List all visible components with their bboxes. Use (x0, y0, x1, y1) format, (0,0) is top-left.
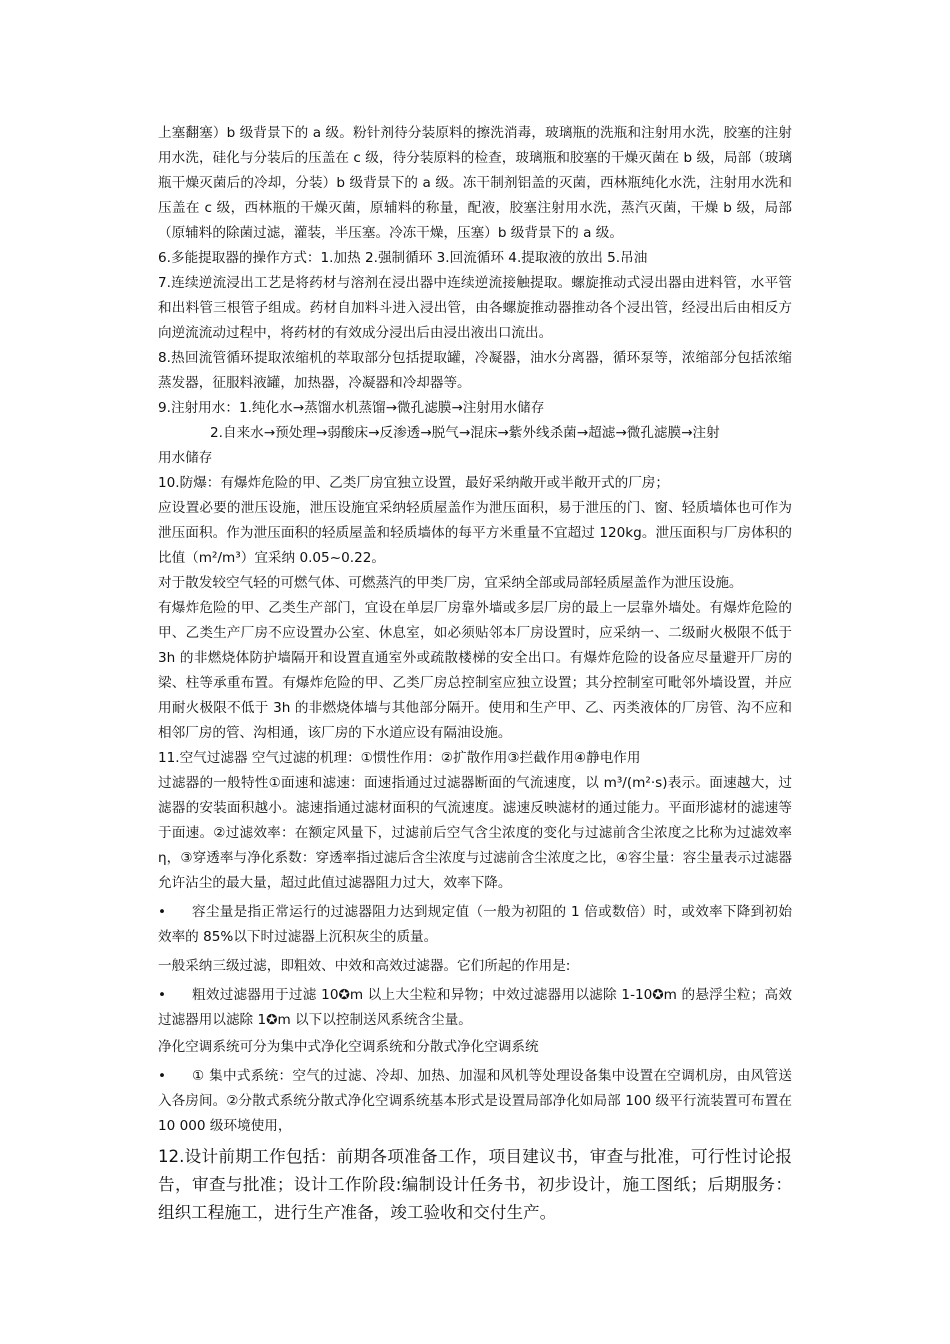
paragraph-light-gas: 对于散发较空气轻的可燃气体、可燃蒸汽的甲类厂房，宜采纳全部或局部轻质屋盖作为泄压设施。 (158, 575, 743, 591)
paragraph-water-process-2-cont: 用水储存 (158, 450, 213, 466)
paragraph-extractor-operation: 6.多能提取器的操作方式：1.加热 2.强制循环 3.回流循环 4.提取液的放出 5.吊油 (158, 250, 648, 266)
paragraph-pressure-relief: 应设置必要的泄压设施，泄压设施宜采纳轻质屋盖作为泄压面积，易于泄压的门、窗、轻质墙体也可作为泄压面积。作为泄压面积的轻质屋盖和轻质墙体的每平方米重量不宜超过 120kg。泄压面积与厂房体积的比值（m²/m³）宜采纳 0.05~0.22。 (158, 500, 792, 566)
list-item (158, 1064, 792, 1139)
paragraph-three-stage-filtration: 一般采纳三级过滤，即粗效、中效和高效过滤器。它们所起的作用是: (158, 958, 571, 974)
paragraph-hvac-types: 净化空调系统可分为集中式净化空调系统和分散式净化空调系统 (158, 1039, 539, 1055)
paragraph-water-for-injection: 9.注射用水：1.纯化水→蒸馏水机蒸馏→微孔滤膜→注射用水储存 (158, 400, 545, 416)
paragraph-explosion-proof: 10.防爆：有爆炸危险的甲、乙类厂房宜独立设置，最好采纳敞开或半敞开式的厂房； (158, 475, 669, 491)
paragraph-reflux-extractor: 8.热回流管循环提取浓缩机的萃取部分包括提取罐，冷凝器，油水分离器，循环泵等，浓缩部分包括浓缩蒸发器，征服料液罐，加热器，冷凝器和冷却器等。 (158, 350, 792, 391)
document-page (158, 121, 792, 1227)
list-item (158, 983, 792, 1033)
paragraph-dust-capacity: 容尘量是指正常运行的过滤器阻力达到规定值（一般为初阻的 1 倍或数倍）时，或效率下降到初始效率的 85%以下时过滤器上沉积灰尘的质量。 (158, 904, 792, 945)
paragraph-hazard-layout: 有爆炸危险的甲、乙类生产部门，宜设在单层厂房靠外墙或多层厂房的最上一层靠外墙处。有爆炸危险的甲、乙类生产厂房不应设置办公室、休息室，如必须贴邻本厂房设置时，应采纳一、二级耐火极限不低于 3h 的非燃烧体防护墙隔开和设置直通室外或疏散楼梯的安全出口。有爆炸危险的设备应尽量避开厂房的梁、柱等承重布置。有爆炸危险的甲、乙类厂房总控制室应独立设置；其分控制室可毗邻外墙设置，并应用耐火极限不低于 3h 的非燃烧体墙与其他部分隔开。使用和生产甲、乙、丙类液体的厂房管、沟不应和相邻厂房的管、沟相通，该厂房的下水道应设有隔油设施。 (158, 600, 792, 741)
bullet-marker: • (158, 904, 167, 920)
paragraph-countercurrent-extraction: 7.连续逆流浸出工艺是将药材与溶剂在浸出器中连续逆流接触提取。螺旋推动式浸出器由进料管，水平管和出料管三根管子组成。药材自加料斗进入浸出管，由各螺旋推动器推动各个浸出管，经浸出后由相反方向逆流流动过程中，将药材的有效成分浸出后由浸出液出口流出。 (158, 275, 792, 341)
paragraph-cleanroom-grades: 上塞翻塞）b 级背景下的 a 级。粉针剂待分装原料的擦洗消毒，玻璃瓶的洗瓶和注射用水洗，胶塞的注射用水洗，硅化与分装后的压盖在 c 级，待分装原料的检查，玻璃瓶和胶塞的干燥灭菌在 b 级，局部（玻璃瓶干燥灭菌后的冷却，分装）b 级背景下的 a 级。冻干制剂铝盖的灭菌，西林瓶纯化水洗，注射用水洗和压盖在 c 级，西林瓶的干燥灭菌，原辅料的称量，配液，胶塞注射用水洗，蒸汽灭菌，干燥 b 级，局部（原辅料的除菌过滤，灌装，半压塞。冷冻干燥，压塞）b 级背景下的 a 级。 (158, 125, 792, 241)
list-item (158, 900, 792, 950)
paragraph-water-process-2: 2.自来水→预处理→弱酸床→反渗透→脱气→混床→紫外线杀菌→超滤→微孔滤膜→注射 (210, 425, 720, 441)
bullet-marker: • (158, 1068, 167, 1084)
paragraph-filter-properties: 过滤器的一般特性①面速和滤速：面速指通过过滤器断面的气流速度，以 m³/(m²·s)表示。面速越大，过滤器的安装面积越小。滤速指通过滤材面积的气流速度。滤速反映滤材的通过能力。平面形滤材的滤速等于面速。②过滤效率：在额定风量下，过滤前后空气含尘浓度的变化与过滤前含尘浓度之比称为过滤效率 η，③穿透率与净化系数：穿透率指过滤后含尘浓度与过滤前含尘浓度之比，④容尘量：容尘量表示过滤器允许沾尘的最大量，超过此值过滤器阻力过大，效率下降。 (158, 775, 792, 891)
paragraph-filter-grades: 粗效过滤器用于过滤 10✪m 以上大尘粒和异物；中效过滤器用以滤除 1-10✪m 的悬浮尘粒；高效过滤器用以滤除 1✪m 以下以控制送风系统含尘量。 (158, 987, 792, 1028)
bullet-marker: • (158, 987, 167, 1003)
paragraph-hvac-systems: ① 集中式系统：空气的过滤、冷却、加热、加湿和风机等处理设备集中设置在空调机房，由风管送入各房间。②分散式系统分散式净化空调系统基本形式是设置局部净化如局部 100 级平行流装置可布置在 10 000 级环境使用， (158, 1068, 792, 1134)
paragraph-design-stages: 12.设计前期工作包括：前期各项准备工作，项目建议书，审查与批准，可行性讨论报告，审查与批准；设计工作阶段:编制设计任务书，初步设计，施工图纸；后期服务：组织工程施工，进行生产准备，竣工验收和交付生产。 (158, 1147, 792, 1222)
paragraph-air-filter: 11.空气过滤器 空气过滤的机理：①惯性作用：②扩散作用③拦截作用④静电作用 (158, 750, 641, 766)
